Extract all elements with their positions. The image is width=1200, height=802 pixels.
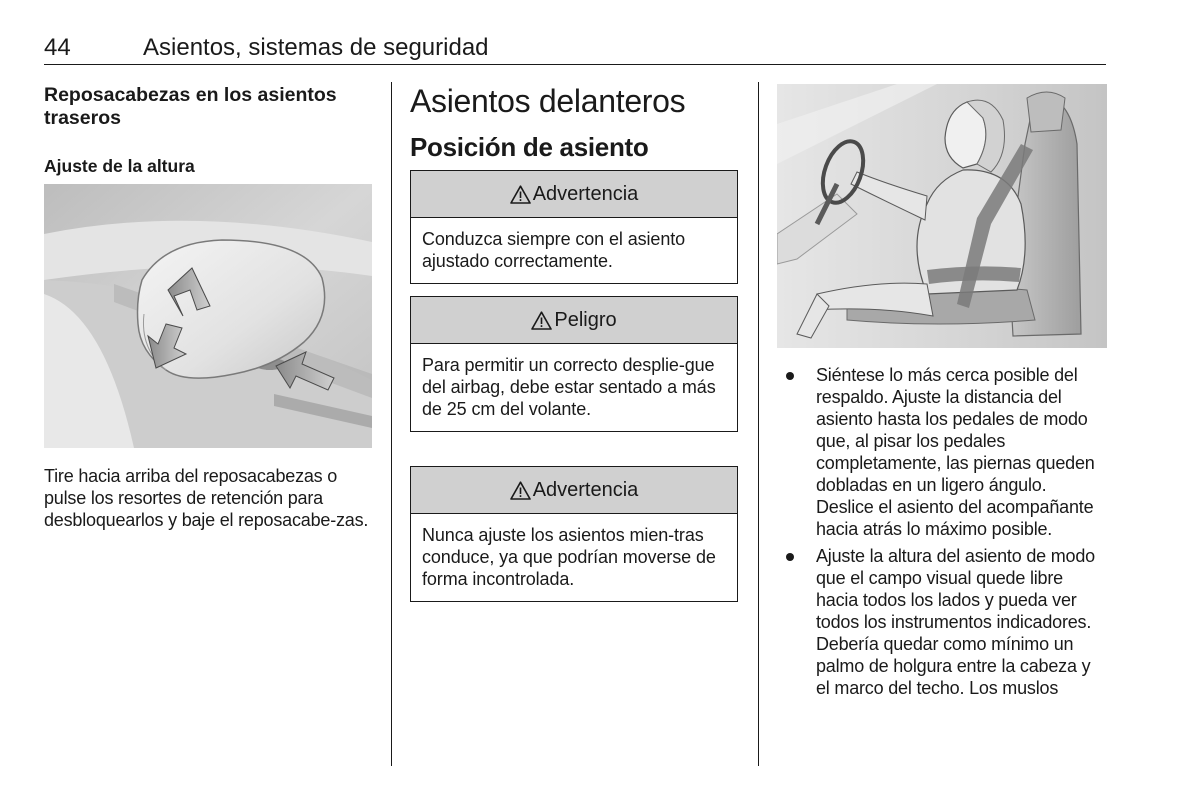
warning-box-label: Advertencia — [532, 478, 639, 501]
subsection-heading: Ajuste de la altura — [44, 156, 195, 176]
danger-box — [410, 296, 738, 432]
list-item-text: Ajuste la altura del asiento de modo que el campo visual quede libre hacia todos los lados y pueda ver todos los instrumentos indicadores. Debería quedar como mínimo un palmo de holgura entre la cabeza y el marco del techo. Los muslos — [816, 546, 1095, 698]
chapter-title: Asientos delanteros — [410, 83, 686, 119]
warning-box-header — [411, 467, 737, 514]
section-heading: Reposacabezas en los asientos traseros — [44, 84, 337, 129]
column-divider — [391, 82, 392, 766]
warning-box-header — [411, 171, 737, 218]
danger-box-text: Para permitir un correcto desplie-gue del airbag, debe estar sentado a más de 25 cm del volante. — [422, 355, 716, 419]
seated-driver-illustration — [777, 84, 1107, 348]
warning-box — [410, 466, 738, 602]
warning-box-text: Nunca ajuste los asientos mien-tras conduce, ya que podrían moverse de forma incontrolada. — [422, 525, 716, 589]
danger-box-header — [411, 297, 737, 344]
warning-box-label: Advertencia — [532, 182, 639, 205]
warning-box-text: Conduzca siempre con el asiento ajustado correctamente. — [422, 229, 686, 271]
bullet-dot-icon — [786, 372, 794, 380]
list-item-text: Siéntese lo más cerca posible del respaldo. Ajuste la distancia del asiento hasta los pedales de modo que, al pisar los pedales completamente, las piernas queden dobladas en un ligero ángulo. Deslice el asiento del acompañante hacia atrás lo máximo posible. — [816, 365, 1095, 539]
headrest-illustration — [44, 184, 372, 448]
warning-triangle-icon — [531, 311, 552, 330]
running-title: Asientos, sistemas de seguridad — [143, 34, 489, 61]
left-column — [44, 84, 374, 530]
page-number: 44 — [44, 34, 71, 61]
danger-box-label: Peligro — [554, 308, 617, 331]
list-item — [777, 364, 1108, 540]
warning-box — [410, 170, 738, 284]
warning-triangle-icon — [510, 481, 531, 500]
list-item — [777, 545, 1108, 699]
section-title: Posición de asiento — [410, 132, 649, 162]
page-header — [44, 32, 1106, 65]
seat-instructions-list — [777, 364, 1108, 704]
headrest-caption: Tire hacia arriba del reposacabezas o pulse los resortes de retención para desbloquearlos y baje el reposacabe-zas. — [44, 466, 369, 530]
column-divider — [758, 82, 759, 766]
warning-triangle-icon — [510, 185, 531, 204]
bullet-dot-icon — [786, 553, 794, 561]
middle-column — [410, 83, 740, 589]
